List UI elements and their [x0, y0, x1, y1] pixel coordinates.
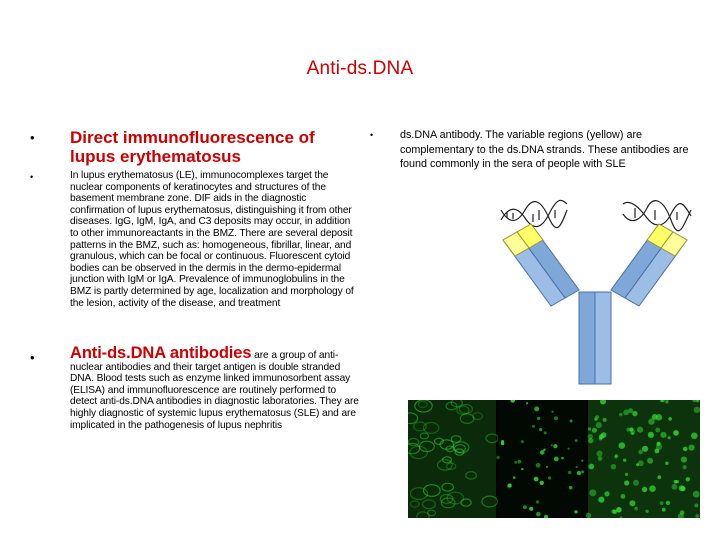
fluorescent-speckle — [551, 411, 553, 413]
fluorescent-speckle — [672, 484, 678, 490]
fluorescent-speckle — [514, 461, 517, 464]
antibody-left-arm — [503, 224, 579, 306]
fluorescent-speckle — [592, 428, 597, 433]
dna-helix-left — [501, 200, 567, 227]
fluorescent-speckle — [693, 491, 700, 498]
fluorescent-speckle — [686, 477, 690, 481]
fluorescent-speckle — [647, 458, 653, 464]
fluorescent-speckle — [634, 507, 638, 511]
fluorescent-speckle — [656, 414, 663, 421]
bullet-marker: • — [30, 172, 34, 182]
fluorescent-speckle — [551, 444, 553, 446]
bullet-marker: • — [30, 350, 35, 365]
fluorescent-speckle — [568, 448, 570, 450]
fluorescent-speckle — [513, 476, 516, 479]
fluorescent-speckle — [666, 501, 670, 505]
paragraph-anti-dsdna — [70, 344, 360, 431]
fluorescent-speckle — [681, 457, 687, 463]
fluorescent-speckle — [660, 432, 666, 438]
fluorescent-speckle — [632, 411, 637, 416]
fluorescent-speckle — [623, 459, 626, 462]
fluorescent-speckle — [633, 480, 639, 486]
fluorescent-speckle — [596, 422, 602, 428]
antibody-right-arm — [611, 224, 687, 306]
fluorescent-speckle — [689, 445, 695, 451]
bullet-marker: • — [370, 130, 374, 140]
fluorescent-speckle — [614, 455, 617, 458]
micrograph-panel — [498, 400, 586, 518]
fluorescent-speckle — [521, 468, 523, 470]
fluorescent-speckle — [536, 512, 541, 517]
paragraph-anti-dsdna-body: are a group of anti-nuclear antibodies and their target antigen is double stranded DNA. Blood tests such as enzyme linked immunosorbent assay (ELISA) and immunofluorescence are routinely performed to detect anti-ds.DNA antibodies in diagnostic laboratories. They are highly diagnostic of systemic lupus erythematosus (SLE) and are implicated in the pathogenesis of lupus nephritis — [70, 350, 359, 431]
fluorescent-speckle — [691, 433, 698, 440]
fluorescent-speckle — [546, 466, 548, 468]
fluorescent-speckle — [656, 444, 662, 450]
paragraph-lupus-dif: In lupus erythematosus (LE), immunocomplexes target the nuclear components of keratinocytes and structures of the basement membrane zone. DIF aids in the diagnostic confirmation of lupus erythematosus, distinguishing it from other diseases. IgG, IgM, IgA, and C3 deposits may occur, in addition to other immunoreactants in the BMZ. There are several deposit patterns in the BMZ, such as: homogeneous, fibrillar, linear, and granulous, which can be focal or continuous. Fluorescent cytoid bodies can be observed in the dermis in the dermo-epidermal junction with IgM or IgA. Prevalence of immunoglobulins in the BMZ is partly determined by age, localization and morphology of the lesion, activity of the disease, and treatment — [70, 170, 354, 309]
fluorescent-speckle — [626, 428, 630, 432]
slide-title: Anti-ds.DNA — [306, 58, 414, 79]
fluorescent-speckle — [543, 449, 545, 451]
fluorescent-speckle — [575, 439, 578, 442]
fluorescent-speckle — [544, 431, 547, 434]
antibody-caption: ds.DNA antibody. The variable regions (yellow) are complementary to the ds.DNA strands. These antibodies are found commonly in the sera of people with SLE — [400, 129, 689, 170]
fluorescent-speckle — [594, 417, 597, 420]
fluorescent-speckle — [577, 471, 581, 475]
fluorescent-speckle — [540, 481, 544, 485]
fluorescent-speckle — [645, 510, 648, 513]
fluorescent-speckle — [561, 457, 564, 460]
immunofluorescence-micrographs — [408, 400, 700, 518]
fluorescent-speckle — [630, 429, 635, 434]
fluorescent-speckle — [501, 440, 504, 443]
heading-direct-immunofluorescence: Direct immunofluorescence of lupus erythematosus — [70, 128, 315, 166]
fluorescent-speckle — [581, 470, 584, 473]
fluorescent-speckle — [554, 457, 559, 462]
fluorescent-speckle — [648, 432, 654, 438]
fluorescent-speckle — [598, 456, 603, 461]
fluorescent-speckle — [574, 510, 577, 513]
fluorescent-speckle — [642, 487, 647, 492]
antibody-stem — [579, 292, 611, 384]
fluorescent-speckle — [611, 464, 616, 469]
fluorescent-speckle — [598, 497, 604, 503]
fluorescent-speckle — [548, 476, 551, 479]
fluorescent-speckle — [611, 509, 615, 513]
fluorescent-speckle — [588, 438, 593, 443]
fluorescent-speckle — [616, 507, 622, 513]
fluorescent-speckle — [601, 432, 607, 438]
fluorescent-speckle — [668, 436, 671, 439]
fluorescent-speckle — [554, 416, 558, 420]
fluorescent-speckle — [576, 466, 578, 468]
fluorescent-speckle — [523, 505, 527, 509]
fluorescent-speckle — [604, 491, 609, 496]
fluorescent-speckle — [649, 485, 656, 492]
antibody-illustration — [495, 180, 695, 390]
fluorescent-speckle — [624, 480, 629, 485]
fluorescent-speckle — [694, 407, 700, 413]
fluorescent-speckle — [589, 489, 596, 496]
fluorescent-speckle — [581, 460, 583, 462]
fluorescent-speckle — [619, 413, 622, 416]
fluorescent-speckle — [521, 440, 524, 443]
fluorescent-speckle — [539, 428, 542, 431]
fluorescent-speckle — [621, 494, 626, 499]
fluorescent-speckle — [637, 427, 643, 433]
fluorescent-speckle — [679, 485, 685, 491]
fluorescent-speckle — [638, 450, 643, 455]
fluorescent-speckle — [673, 430, 679, 436]
fluorescent-speckle — [586, 513, 591, 518]
fluorescent-speckle — [534, 406, 539, 411]
fluorescent-speckle — [680, 510, 685, 515]
fluorescent-speckle — [537, 417, 540, 420]
fluorescent-speckle — [695, 514, 699, 518]
fluorescent-speckle — [665, 462, 668, 465]
fluorescent-speckle — [623, 410, 629, 416]
fluorescent-speckle — [526, 402, 528, 404]
fluorescent-speckle — [683, 447, 688, 452]
fluorescent-speckle — [603, 418, 607, 422]
fluorescent-speckle — [588, 464, 594, 470]
heading-anti-dsdna-antibodies: Anti-ds.DNA antibodies — [70, 344, 252, 362]
fluorescent-speckle — [625, 473, 628, 476]
fluorescent-speckle — [662, 508, 666, 512]
fluorescent-speckle — [668, 417, 672, 421]
fluorescent-speckle — [553, 444, 557, 448]
fluorescent-speckle — [638, 460, 644, 466]
fluorescent-speckle — [683, 465, 687, 469]
fluorescent-speckle — [518, 460, 522, 464]
fluorescent-speckle — [588, 427, 591, 430]
fluorescent-speckle — [569, 486, 573, 490]
fluorescent-speckle — [568, 471, 572, 475]
bullet-marker: • — [30, 130, 35, 145]
fluorescent-speckle — [534, 477, 539, 482]
fluorescent-speckle — [642, 446, 648, 452]
fluorescent-speckle — [536, 463, 541, 468]
fluorescent-speckle — [540, 450, 545, 455]
fluorescent-speckle — [619, 442, 626, 449]
fluorescent-speckle — [648, 418, 654, 424]
fluorescent-speckle — [529, 507, 533, 511]
fluorescent-speckle — [660, 501, 664, 505]
fluorescent-speckle — [629, 500, 635, 506]
fluorescent-speckle — [694, 503, 698, 507]
fluorescent-speckle — [536, 500, 539, 503]
fluorescent-speckle — [532, 425, 535, 428]
fluorescent-speckle — [657, 475, 661, 479]
fluorescent-speckle — [655, 428, 660, 433]
fluorescent-speckle — [570, 420, 573, 423]
fluorescent-speckle — [508, 484, 512, 488]
fluorescent-speckle — [496, 456, 499, 459]
fluorescent-speckle — [676, 480, 679, 483]
fluorescent-speckle — [597, 451, 603, 457]
fluorescent-speckle — [665, 400, 669, 404]
